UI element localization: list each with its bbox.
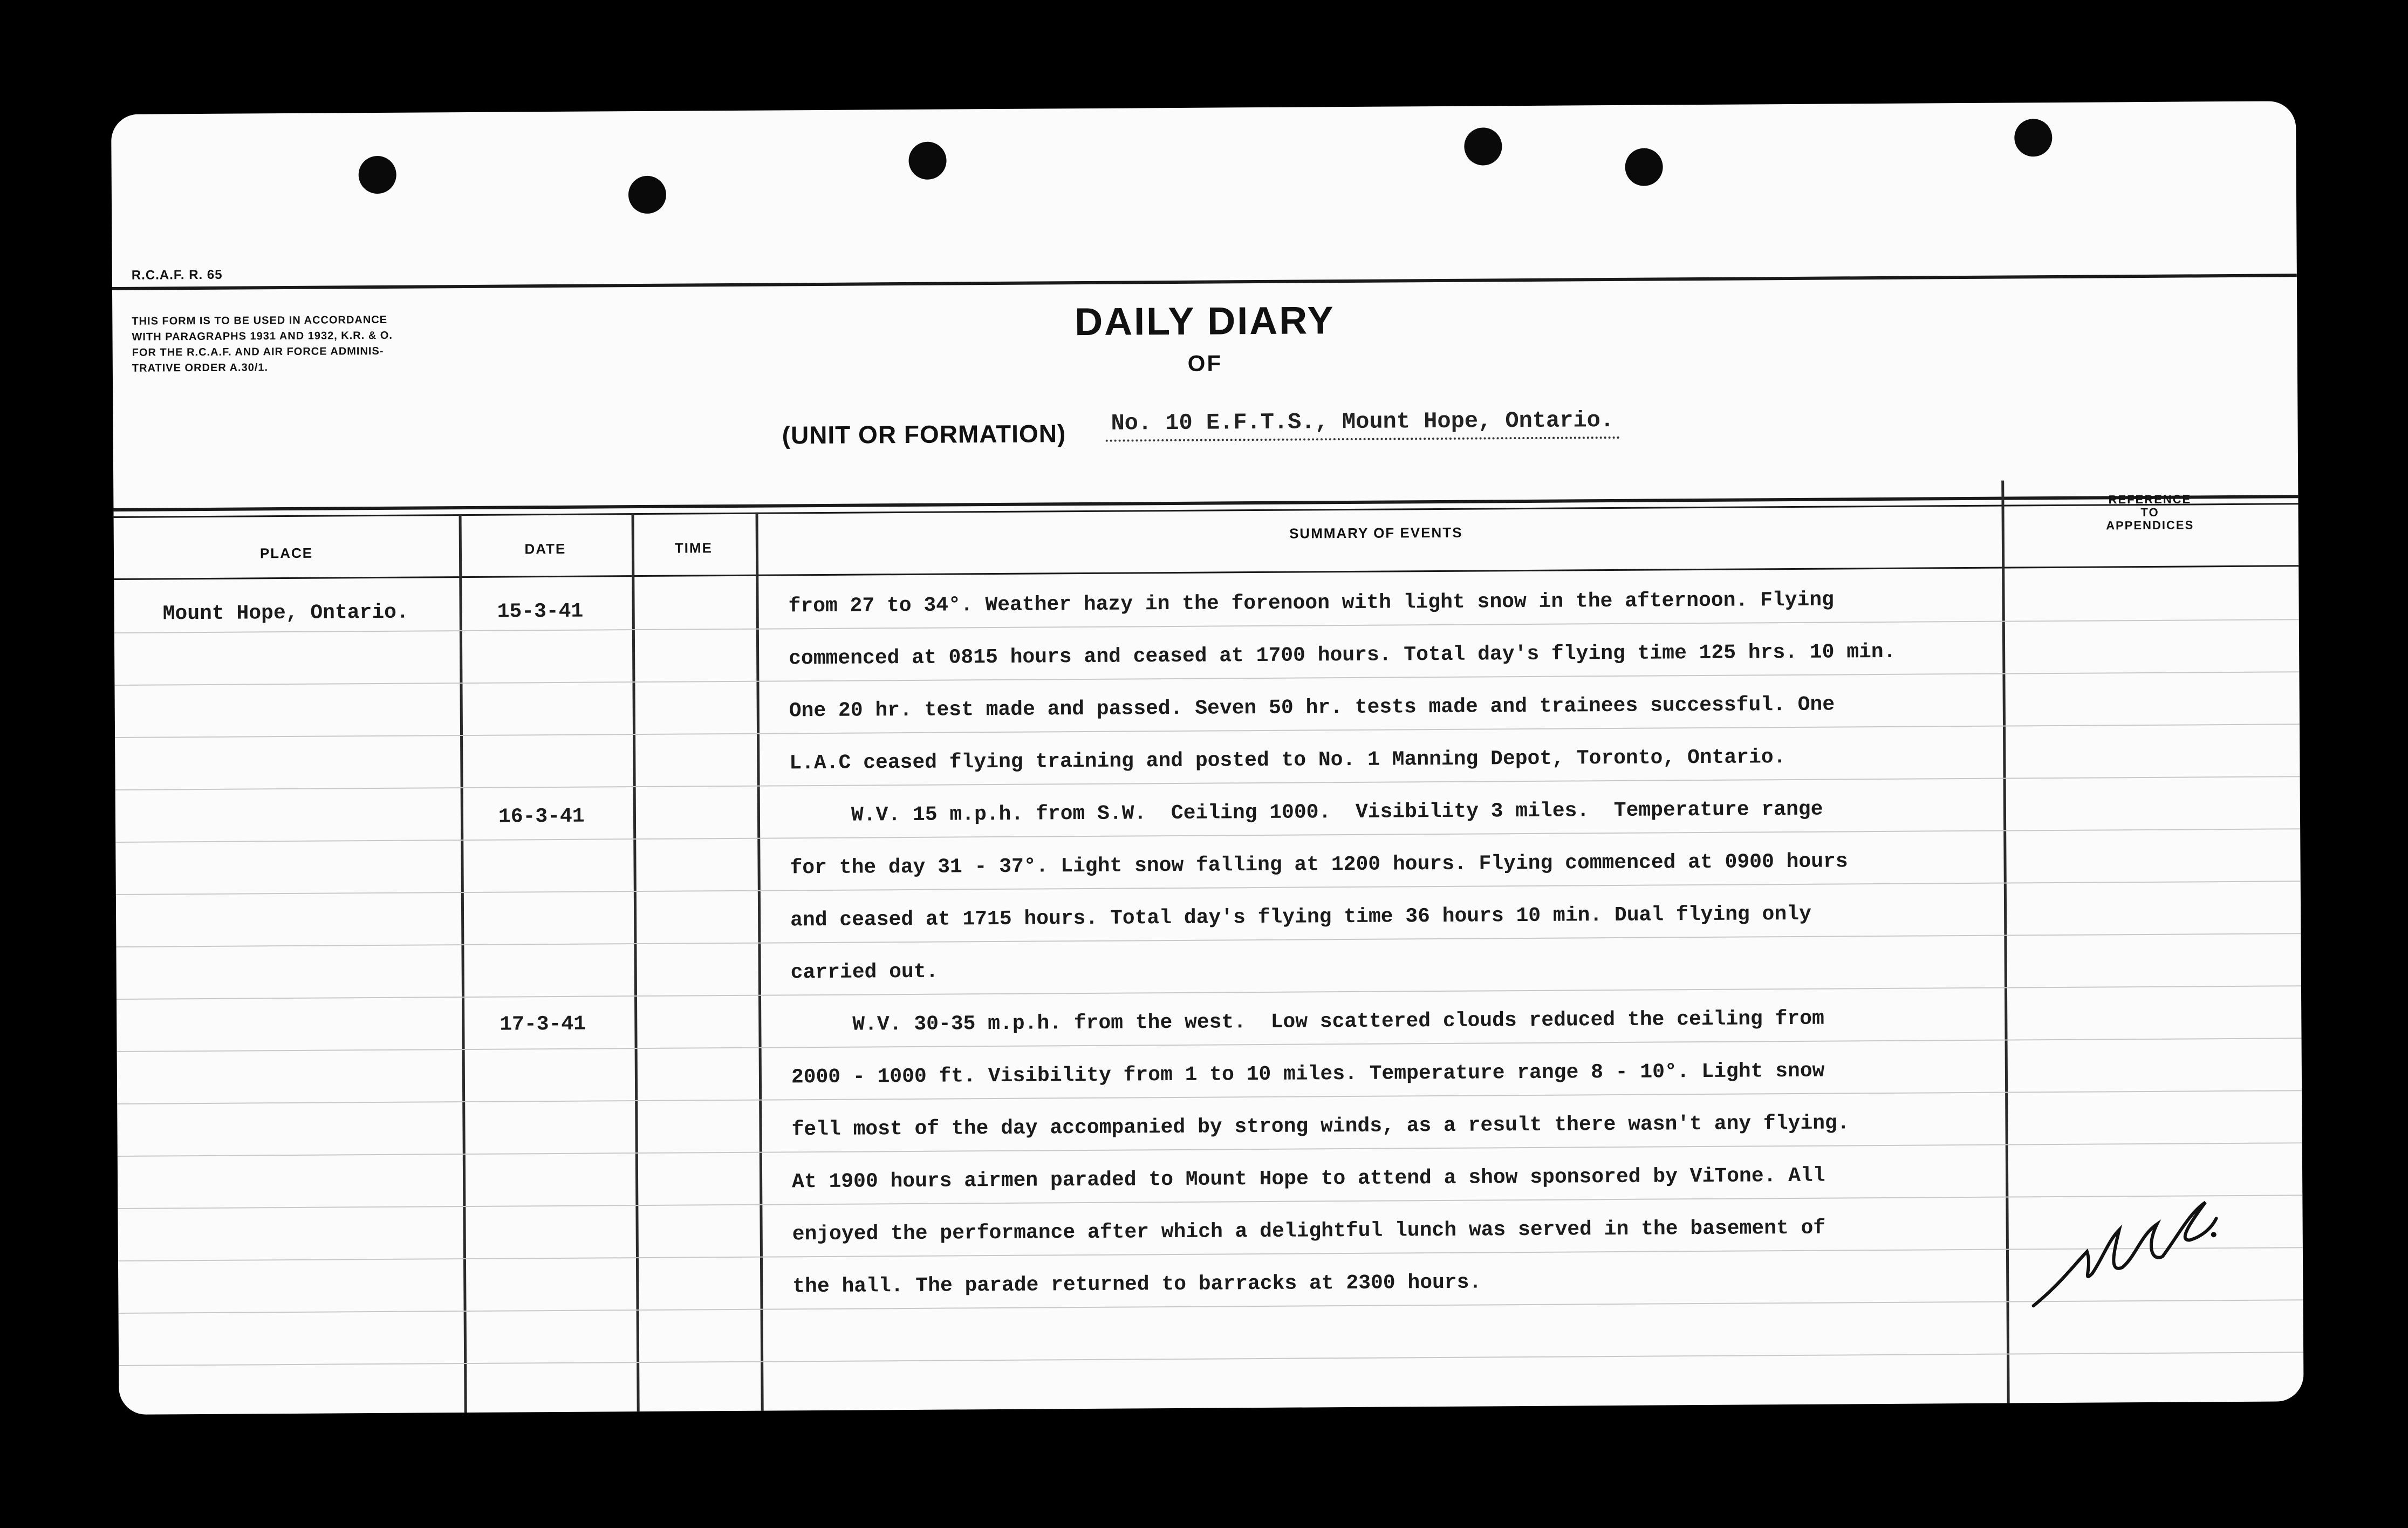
column-divider [459,514,467,1415]
reference-header-line: APPENDICES [2106,518,2194,533]
page-subtitle: OF [1187,350,1223,376]
summary-line: carried out. [790,960,939,985]
ruled-line [118,1195,2302,1209]
ruled-line [117,1038,2302,1052]
form-note-line: TRATIVE ORDER A.30/1. [132,361,269,374]
column-header-summary: SUMMARY OF EVENTS [1289,524,1463,542]
date-entry: 15-3-41 [497,599,584,624]
header-bottom-rule-2 [114,503,2298,518]
summary-line: One 20 hr. test made and passed. Seven 50 hr. tests made and trainees successful. One [789,693,1835,723]
ruled-line [117,1090,2302,1104]
ruled-line [116,881,2301,895]
column-divider [632,513,640,1415]
ruled-line [118,1142,2302,1157]
punch-hole [2014,119,2052,156]
summary-line: fell most of the day accompanied by strong winds, as a result there wasn't any flying. [791,1111,1850,1142]
punch-hole [1464,127,1502,165]
punch-hole [358,156,396,194]
diary-form-card [111,101,2304,1415]
ruled-line [119,1299,2303,1314]
form-code: R.C.A.F. R. 65 [131,267,223,283]
form-note-line: FOR THE R.C.A.F. AND AIR FORCE ADMINIS- [132,345,384,359]
ruled-line [115,776,2300,790]
form-note-line: WITH PARAGRAPHS 1931 AND 1932, K.R. & O. [132,329,393,343]
place-entry: Mount Hope, Ontario. [162,601,409,626]
reference-header-line: TO [2140,505,2159,520]
unit-value: No. 10 E.F.T.S., Mount Hope, Ontario. [1105,407,1619,442]
summary-line: 2000 - 1000 ft. Visibility from 1 to 10 miles. Temperature range 8 - 10°. Light snow [791,1059,1825,1089]
form-note-line: THIS FORM IS TO BE USED IN ACCORDANCE [132,313,388,328]
unit-label: (UNIT OR FORMATION) [782,419,1066,449]
summary-line: the hall. The parade returned to barracks at 2300 hours. [792,1271,1482,1299]
punch-hole [628,176,666,214]
summary-line: W.V. 15 m.p.h. from S.W. Ceiling 1000. Visibility 3 miles. Temperature range [789,797,1823,828]
ruled-line [114,671,2299,686]
reference-header-line: REFERENCE [2108,492,2192,507]
ruled-line [119,1352,2303,1366]
ruled-line [117,985,2301,1000]
summary-line: from 27 to 34°. Weather hazy in the forenoon with light snow in the afternoon. Flying [788,588,1835,618]
column-header-place: PLACE [259,544,313,562]
ruled-line [115,828,2300,843]
ruled-line [116,933,2301,947]
ruled-line [115,724,2300,738]
ruled-line [114,619,2299,633]
column-divider [756,513,764,1415]
summary-line: commenced at 0815 hours and ceased at 1700 hours. Total day's flying time 125 hrs. 10 min. [789,640,1896,671]
header-top-rule [112,274,2297,290]
ruled-line [118,1247,2303,1261]
column-header-reference [2001,492,2298,533]
punch-hole [908,142,946,180]
ruled-line [119,1404,2304,1415]
signature-initials [2027,1191,2222,1316]
summary-line: L.A.C ceased flying training and posted to No. 1 Manning Depot, Toronto, Ontario. [789,746,1786,775]
summary-line: enjoyed the performance after which a delightful lunch was served in the basement of [792,1216,1826,1246]
column-header-rule [114,565,2298,580]
date-entry: 17-3-41 [500,1012,586,1036]
page-title: DAILY DIARY [1074,299,1335,344]
summary-line: for the day 31 - 37°. Light snow falling at 1200 hours. Flying commenced at 0900 hours [790,850,1848,880]
date-entry: 16-3-41 [498,804,585,829]
header-bottom-rule [113,495,2298,511]
column-header-time: TIME [674,540,713,556]
punch-hole [1625,148,1663,186]
summary-line: and ceased at 1715 hours. Total day's flying time 36 hours 10 min. Dual flying only [790,902,1811,932]
summary-line: W.V. 30-35 m.p.h. from the west. Low scattered clouds reduced the ceiling from [791,1007,1824,1037]
column-header-date: DATE [524,540,566,557]
summary-line: At 1900 hours airmen paraded to Mount Hope to attend a show sponsored by ViTone. All [791,1164,1825,1194]
ruled-lines [111,101,2296,114]
